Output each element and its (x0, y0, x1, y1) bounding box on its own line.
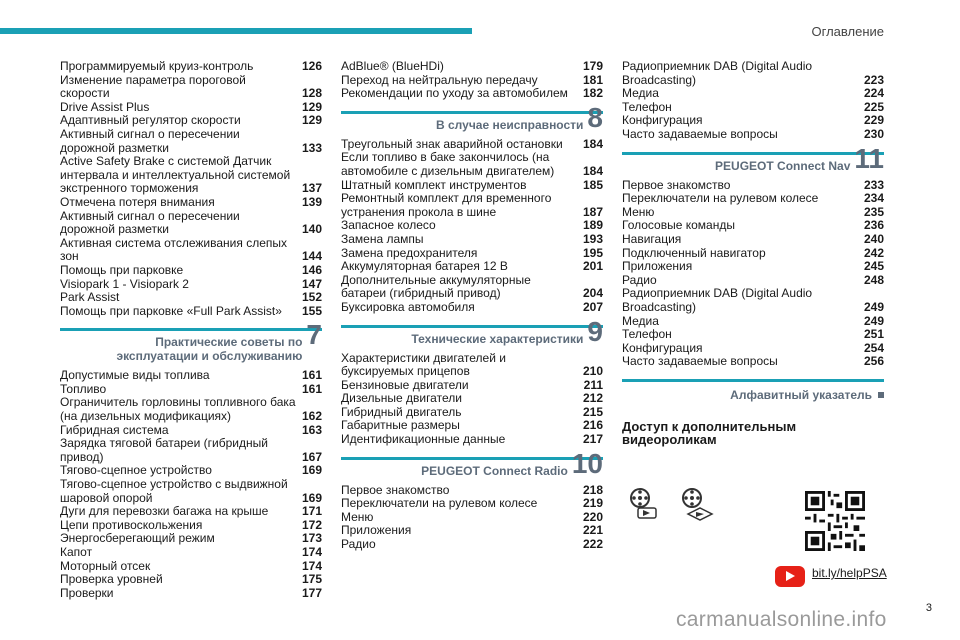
toc-entry[interactable] (60, 278, 322, 292)
toc-entry-title: Часто задаваемые вопросы (622, 354, 778, 369)
toc-entry-page: 161 (301, 368, 322, 383)
toc-entry-title: Аккумуляторная батарея 12 В (341, 259, 508, 274)
toc-entry-page: 249 (863, 313, 884, 328)
toc-entry[interactable] (60, 532, 322, 546)
toc-entry-page: 133 (301, 140, 322, 155)
toc-entry-page: 185 (582, 177, 603, 192)
toc-entry-page: 251 (863, 327, 884, 342)
toc-entry[interactable] (60, 505, 322, 519)
toc-entry[interactable] (60, 383, 322, 397)
toc-entry-page: 236 (863, 218, 884, 233)
video-guide-icon (680, 486, 716, 522)
toc-entry-title: Приложения (341, 523, 412, 538)
toc-entry[interactable] (60, 237, 322, 264)
toc-entry[interactable] (60, 74, 322, 101)
section-title: PEUGEOT Connect Radio (421, 463, 568, 478)
toc-entry-page: 161 (301, 381, 322, 396)
toc-entry-title: Треугольный знак аварийной остановки (341, 136, 563, 151)
toc-entry-title: Проверка уровней (60, 572, 163, 587)
toc-entry[interactable] (341, 352, 603, 379)
toc-entry-title: Капот (60, 545, 93, 559)
toc-entry-page: 175 (301, 572, 322, 587)
toc-entry-title: Замена лампы (341, 231, 424, 246)
toc-entry[interactable] (341, 392, 603, 406)
toc-entry-page: 162 (301, 409, 322, 424)
toc-entry-page: 201 (582, 259, 603, 274)
section-number: 9 (587, 315, 603, 347)
toc-entry-title: Если топливо в баке закончилось (на автомобиле с дизельным двигателем) (341, 150, 555, 178)
section-header-8 (341, 101, 603, 133)
section-rule (622, 379, 884, 382)
toc-entry-page: 184 (582, 163, 603, 178)
toc-entry-title: Радио (341, 537, 376, 552)
toc-entry-title: Ремонтный комплект для временного устранения прокола в шине (341, 191, 552, 219)
page-number: 3 (925, 602, 932, 614)
toc-entry-page: 242 (863, 245, 884, 260)
toc-entry[interactable] (341, 151, 603, 178)
toc-entry[interactable] (60, 560, 322, 574)
toc-entry[interactable] (341, 74, 603, 88)
toc-entry[interactable] (622, 114, 884, 128)
toc-entry[interactable] (60, 424, 322, 438)
toc-entry-page: 223 (863, 72, 884, 87)
toc-entry-page: 218 (582, 482, 603, 497)
toc-entry[interactable] (622, 128, 884, 142)
toc-entry[interactable] (60, 573, 322, 587)
toc-entry-page: 169 (301, 490, 322, 505)
toc-entry-page: 234 (863, 191, 884, 206)
toc-entry-title: Буксировка автомобиля (341, 299, 475, 314)
toc-entry-title: Медиа (622, 86, 659, 101)
toc-entry[interactable] (341, 260, 603, 274)
toc-entry-title: Первое знакомство (622, 177, 731, 192)
toc-entry-page: 187 (582, 204, 603, 219)
toc-entry[interactable] (341, 179, 603, 193)
toc-entry[interactable] (622, 206, 884, 220)
toc-entry-title: Активная система отслеживания слепых зон (60, 235, 288, 264)
toc-entry-title: Адаптивный регулятор скорости (60, 113, 241, 128)
toc-entry-title: Ограничитель горловины топливного бака (на дизельных модификациях) (60, 395, 296, 424)
toc-entry-title: Помощь при парковке «Full Park Assist» (60, 303, 282, 318)
toc-entry[interactable] (341, 379, 603, 393)
toc-entry-page: 245 (863, 259, 884, 274)
toc-entry-page: 167 (301, 449, 322, 464)
toc-entry[interactable] (341, 274, 603, 301)
toc-entry-title: Park Assist (60, 290, 120, 305)
toc-entry[interactable] (341, 247, 603, 261)
toc-entry-title: Дуги для перевозки багажа на крыше (60, 504, 269, 519)
toc-entry-page: 129 (301, 113, 322, 128)
toc-entry-title: AdBlue® (BlueHDi) (341, 59, 444, 73)
toc-entry-title: Тягово-сцепное устройство (60, 463, 212, 478)
toc-entry[interactable] (622, 287, 884, 314)
toc-entry[interactable] (60, 478, 322, 505)
toc-entry-title: Active Safety Brake с системой Датчик интервала и интеллектуальной системой экстренного торможения (60, 154, 291, 196)
toc-entry[interactable] (341, 219, 603, 233)
toc-entry[interactable] (60, 369, 322, 383)
toc-entry-title: Переключатели на рулевом колесе (622, 191, 819, 206)
toc-entry[interactable] (622, 101, 884, 115)
toc-entry-page: 152 (301, 290, 322, 305)
toc-entry-title: Меню (622, 204, 655, 219)
toc-entry-page: 235 (863, 204, 884, 219)
toc-entry-page: 220 (582, 509, 603, 524)
toc-entry[interactable] (60, 114, 322, 128)
toc-entry-page: 126 (301, 59, 322, 73)
toc-entry-page: 212 (582, 391, 603, 406)
toc-entry-title: Отмечена потеря внимания (60, 194, 215, 209)
toc-entry-page: 221 (582, 523, 603, 538)
toc-entry[interactable] (622, 328, 884, 342)
toc-entry[interactable] (622, 247, 884, 261)
toc-entry[interactable] (622, 260, 884, 274)
toc-entry[interactable] (622, 355, 884, 369)
toc-entry-title: Навигация (622, 231, 682, 246)
qr-code-icon[interactable] (805, 491, 865, 551)
toc-entry[interactable] (60, 264, 322, 278)
toc-entry[interactable] (341, 538, 603, 552)
toc-entry-title: Приложения (622, 259, 693, 274)
toc-entry-title: Идентификационные данные (341, 432, 506, 447)
toc-entry-page: 211 (583, 377, 603, 392)
toc-entry[interactable] (60, 305, 322, 319)
toc-entry-title: Энергосберегающий режим (60, 531, 215, 546)
toc-entry-title: Телефон (622, 327, 672, 342)
section-header-11 (622, 142, 884, 174)
toc-entry[interactable] (60, 196, 322, 210)
toc-entry[interactable] (60, 546, 322, 560)
toc-entry-title: Дополнительные аккумуляторные батареи (гибридный привод) (341, 272, 531, 301)
toc-entry-page: 215 (582, 404, 603, 419)
toc-entry-page: 240 (863, 231, 884, 246)
index-square-icon (878, 392, 884, 398)
toc-entry-page: 181 (582, 72, 603, 87)
section-header-9 (341, 315, 603, 347)
toc-entry-page: 219 (582, 496, 603, 511)
toc-entry-title: Меню (341, 509, 374, 524)
toc-entry[interactable] (60, 396, 322, 423)
toc-entry-page: 146 (301, 262, 322, 277)
toc-entry-title: Visiopark 1 - Visiopark 2 (60, 276, 189, 291)
toc-entry-title: Программируемый круиз-контроль (60, 59, 254, 73)
toc-entry-page: 155 (301, 303, 322, 318)
toc-entry-title: Моторный отсек (60, 558, 151, 573)
watermark: carmanualsonline.info (676, 608, 887, 631)
toc-entry-title: Изменение параметра пороговой скорости (60, 72, 246, 101)
toc-entry[interactable] (622, 192, 884, 206)
toc-entry-title: Зарядка тяговой батареи (гибридный привод) (60, 436, 268, 464)
toc-entry-page: 147 (301, 276, 322, 291)
toc-entry-title: Активный сигнал о пересечении дорожной разметки (60, 126, 240, 155)
toc-entry[interactable] (341, 192, 603, 219)
toc-entry-page: 256 (863, 354, 884, 369)
toc-entry-title: Конфигурация (622, 340, 703, 355)
header-accent-bar (0, 28, 472, 34)
toc-entry-page: 189 (582, 218, 603, 233)
section-number: 8 (587, 101, 603, 133)
toc-entry-page: 177 (301, 585, 322, 600)
toc-entry-page: 163 (301, 422, 322, 437)
section-number: 11 (854, 142, 884, 174)
toc-entry[interactable] (60, 101, 322, 115)
video-access-area (622, 486, 887, 606)
toc-entry-title: Помощь при парковке (60, 262, 184, 277)
toc-entry-title: Голосовые команды (622, 218, 735, 233)
toc-entry[interactable] (622, 233, 884, 247)
toc-entry-page: 174 (301, 558, 322, 573)
toc-entry-title: Часто задаваемые вопросы (622, 126, 778, 141)
extra-videos-title: Доступ к дополнительным видеороликам (622, 418, 797, 448)
section-title: Технические характеристики (411, 331, 584, 346)
toc-entry[interactable] (622, 274, 884, 288)
toc-entry-page: 233 (863, 177, 884, 192)
toc-entry[interactable] (341, 233, 603, 247)
toc-column-2 (341, 60, 603, 552)
section-number: 7 (306, 319, 322, 351)
toc-entry-title: Бензиновые двигатели (341, 377, 469, 392)
toc-entry-title: Дизельные двигатели (341, 391, 462, 406)
toc-entry-page: 174 (301, 545, 322, 559)
toc-entry-title: Переход на нейтральную передачу (341, 72, 538, 87)
toc-entry-page: 184 (582, 136, 603, 151)
toc-entry-page: 254 (863, 340, 884, 355)
toc-entry-page: 248 (863, 272, 884, 287)
toc-entry-page: 195 (582, 245, 603, 260)
toc-column-3 (622, 60, 884, 447)
toc-entry-title: Радиоприемник DAB (Digital Audio Broadcasting) (622, 59, 813, 87)
toc-entry-page: 169 (301, 463, 322, 478)
toc-entry[interactable] (60, 210, 322, 237)
toc-entry-title: Конфигурация (622, 113, 703, 128)
toc-entry-title: Телефон (622, 99, 672, 114)
toc-entry-page: 172 (301, 517, 322, 532)
toc-entry-title: Замена предохранителя (341, 245, 478, 260)
toc-entry[interactable] (341, 87, 603, 101)
youtube-icon[interactable] (775, 566, 805, 587)
toc-entry-page: 137 (301, 181, 322, 196)
toc-entry-page: 171 (301, 504, 322, 519)
toc-entry-page: 179 (582, 59, 603, 73)
toc-entry-title: Гибридный двигатель (341, 404, 462, 419)
toc-entry-title: Радио (622, 272, 657, 287)
toc-entry[interactable] (622, 315, 884, 329)
video-link[interactable]: bit.ly/helpPSA (812, 566, 887, 580)
section-header-10 (341, 447, 603, 479)
toc-entry-title: Характеристики двигателей и буксируемых прицепов (341, 350, 506, 379)
toc-entry-title: Радиоприемник DAB (Digital Audio Broadcasting) (622, 286, 813, 314)
toc-entry-page: 210 (582, 364, 603, 379)
toc-entry[interactable] (341, 524, 603, 538)
toc-entry[interactable] (341, 406, 603, 420)
toc-entry-page: 229 (863, 113, 884, 128)
toc-entry-page: 207 (582, 299, 603, 314)
toc-entry[interactable] (622, 179, 884, 193)
toc-entry[interactable] (341, 60, 603, 74)
toc-entry-page: 128 (301, 86, 322, 101)
toc-entry[interactable] (341, 511, 603, 525)
toc-entry-title: Цепи противоскольжения (60, 517, 203, 532)
toc-entry-page: 193 (582, 231, 603, 246)
index-title[interactable]: Алфавитный указатель (730, 387, 872, 402)
toc-entry-title: Drive Assist Plus (60, 99, 150, 114)
toc-entry-title: Допустимые виды топлива (60, 368, 210, 383)
toc-entry-page: 144 (301, 249, 322, 264)
toc-entry[interactable] (341, 419, 603, 433)
toc-entry-title: Тягово-сцепное устройство с выдвижной шаровой опорой (60, 477, 288, 505)
toc-entry-page: 224 (863, 86, 884, 101)
toc-entry-title: Медиа (622, 313, 659, 328)
toc-entry[interactable] (341, 433, 603, 447)
toc-entry[interactable] (341, 138, 603, 152)
toc-entry[interactable] (622, 342, 884, 356)
toc-entry[interactable] (622, 87, 884, 101)
toc-entry-page: 182 (582, 86, 603, 101)
toc-entry-page: 173 (301, 531, 322, 546)
toc-entry[interactable] (60, 519, 322, 533)
toc-entry[interactable] (60, 128, 322, 155)
toc-entry[interactable] (60, 464, 322, 478)
toc-entry[interactable] (60, 155, 322, 196)
section-title: Практические советы по эксплуатации и обслуживанию (116, 335, 303, 364)
toc-entry-page: 140 (301, 222, 322, 237)
toc-entry-page: 129 (301, 99, 322, 114)
index-header (622, 379, 884, 402)
toc-entry-title: Топливо (60, 381, 107, 396)
toc-entry-title: Рекомендации по уходу за автомобилем (341, 86, 568, 101)
toc-column-1 (60, 60, 322, 600)
toc-entry[interactable] (341, 484, 603, 498)
toc-entry-page: 216 (582, 418, 603, 433)
chapter-title: Оглавление (811, 24, 884, 39)
toc-entry-page: 139 (301, 194, 322, 209)
toc-entry-title: Гибридная система (60, 422, 169, 437)
toc-entry[interactable] (60, 437, 322, 464)
toc-entry-title: Запасное колесо (341, 218, 436, 233)
section-title: PEUGEOT Connect Nav (715, 158, 851, 173)
section-header-7 (60, 319, 322, 364)
video-reel-icon (626, 486, 662, 522)
toc-entry-page: 204 (582, 286, 603, 301)
toc-entry-page: 230 (863, 126, 884, 141)
toc-entry-title: Активный сигнал о пересечении дорожной разметки (60, 208, 240, 237)
section-title: В случае неисправности (436, 117, 584, 132)
toc-entry-title: Первое знакомство (341, 482, 450, 497)
toc-entry-page: 217 (582, 432, 603, 447)
toc-entry[interactable] (622, 219, 884, 233)
toc-entry[interactable] (622, 60, 884, 87)
toc-entry[interactable] (341, 301, 603, 315)
toc-entry-title: Проверки (60, 585, 114, 600)
toc-entry-title: Переключатели на рулевом колесе (341, 496, 538, 511)
toc-entry[interactable] (341, 497, 603, 511)
toc-entry-page: 222 (582, 537, 603, 552)
toc-entry-title: Габаритные размеры (341, 418, 460, 433)
toc-entry-title: Подключенный навигатор (622, 245, 766, 260)
toc-entry[interactable] (60, 587, 322, 601)
toc-entry-page: 225 (863, 99, 884, 114)
toc-entry-page: 249 (863, 299, 884, 314)
toc-entry-title: Штатный комплект инструментов (341, 177, 527, 192)
toc-entry[interactable] (60, 291, 322, 305)
section-number: 10 (571, 447, 603, 479)
toc-entry[interactable] (60, 60, 322, 74)
